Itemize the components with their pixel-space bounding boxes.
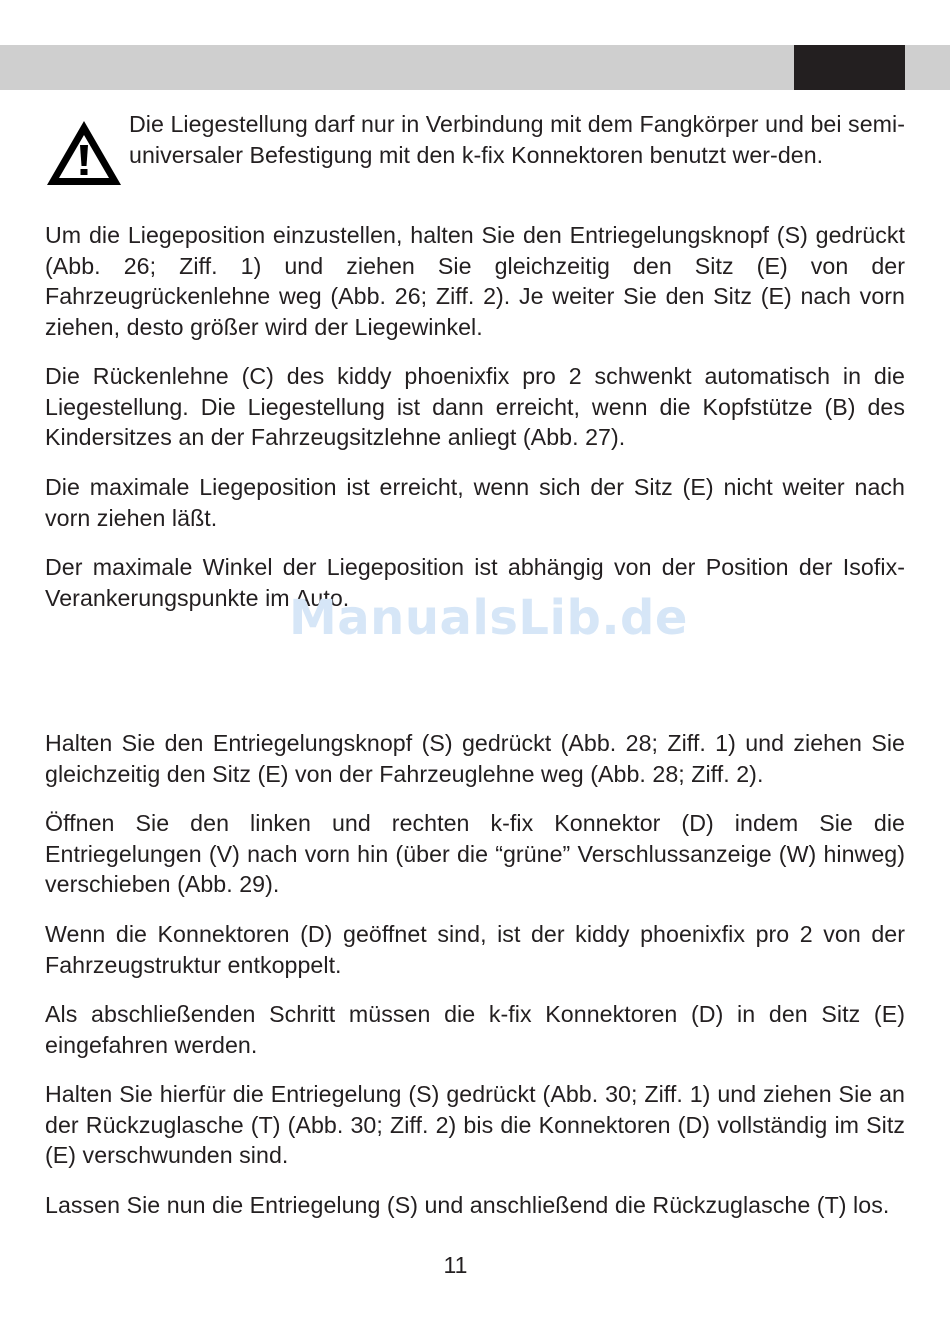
paragraph-adjust-recline: Um die Liegeposition einzustellen, halten Sie den Entriegelungsknopf (S) gedrückt (Abb. 26; Ziff. 1) und ziehen Sie gleichzeitig den Sitz (E) von der Fahrzeugrückenlehne weg (Abb. 26; Ziff. 2). Je weiter Sie den Sitz (E) nach vorn ziehen, desto größer wird der Liegewinkel. [45,222,905,340]
page-number: 11 [443,1252,468,1278]
watermark: ManualsLib.de [289,590,688,646]
paragraph-backrest: Die Rückenlehne (C) des kiddy phoenixfix pro 2 schwenkt automatisch in die Liegestellung. Die Liegestellung ist dann erreicht, wenn die Kopfstütze (B) des Kindersitzes an der Fahrzeugsitzlehne anliegt (Abb. 27). [45,363,905,451]
paragraph-release-button: Halten Sie den Entriegelungsknopf (S) gedrückt (Abb. 28; Ziff. 1) und ziehen Sie gleichzeitig den Sitz (E) von der Fahrzeuglehne weg (Abb. 28; Ziff. 2). [45,730,905,787]
paragraph-max-position: Die maximale Liegeposition ist erreicht, wenn sich der Sitz (E) nicht weiter nach vorn ziehen läßt. [45,474,905,531]
paragraph-retract-connectors: Als abschließenden Schritt müssen die k-fix Konnektoren (D) in den Sitz (E) eingefahren werden. [45,1001,905,1058]
paragraph-open-connectors: Öffnen Sie den linken und rechten k-fix Konnektor (D) indem Sie die Entriegelungen (V) nach vorn hin (über die “grüne” Verschlussanzeige (W) hinweg) verschieben (Abb. 29). [45,810,905,898]
paragraph-max-angle: Der maximale Winkel der Liegeposition ist abhängig von der Position der Isofix-Verankerungspunkte im Auto. [45,554,905,611]
paragraph-release: Lassen Sie nun die Entriegelung (S) und anschließend die Rückzuglasche (T) los. [45,1192,890,1218]
warning-triangle-icon [45,118,123,188]
paragraph-decoupled: Wenn die Konnektoren (D) geöffnet sind, ist der kiddy phoenixfix pro 2 von der Fahrzeugstruktur entkoppelt. [45,921,905,978]
warning-text: Die Liegestellung darf nur in Verbindung mit dem Fangkörper und bei semi-universaler Befestigung mit den k-fix Konnektoren benutzt wer-den. [129,111,905,168]
header-tab [794,45,905,90]
paragraph-pull-strap: Halten Sie hierfür die Entriegelung (S) gedrückt (Abb. 30; Ziff. 1) und ziehen Sie an der Rückzuglasche (T) (Abb. 30; Ziff. 2) bis die Konnektoren (D) vollständig im Sitz (E) verschwunden sind. [45,1081,905,1169]
